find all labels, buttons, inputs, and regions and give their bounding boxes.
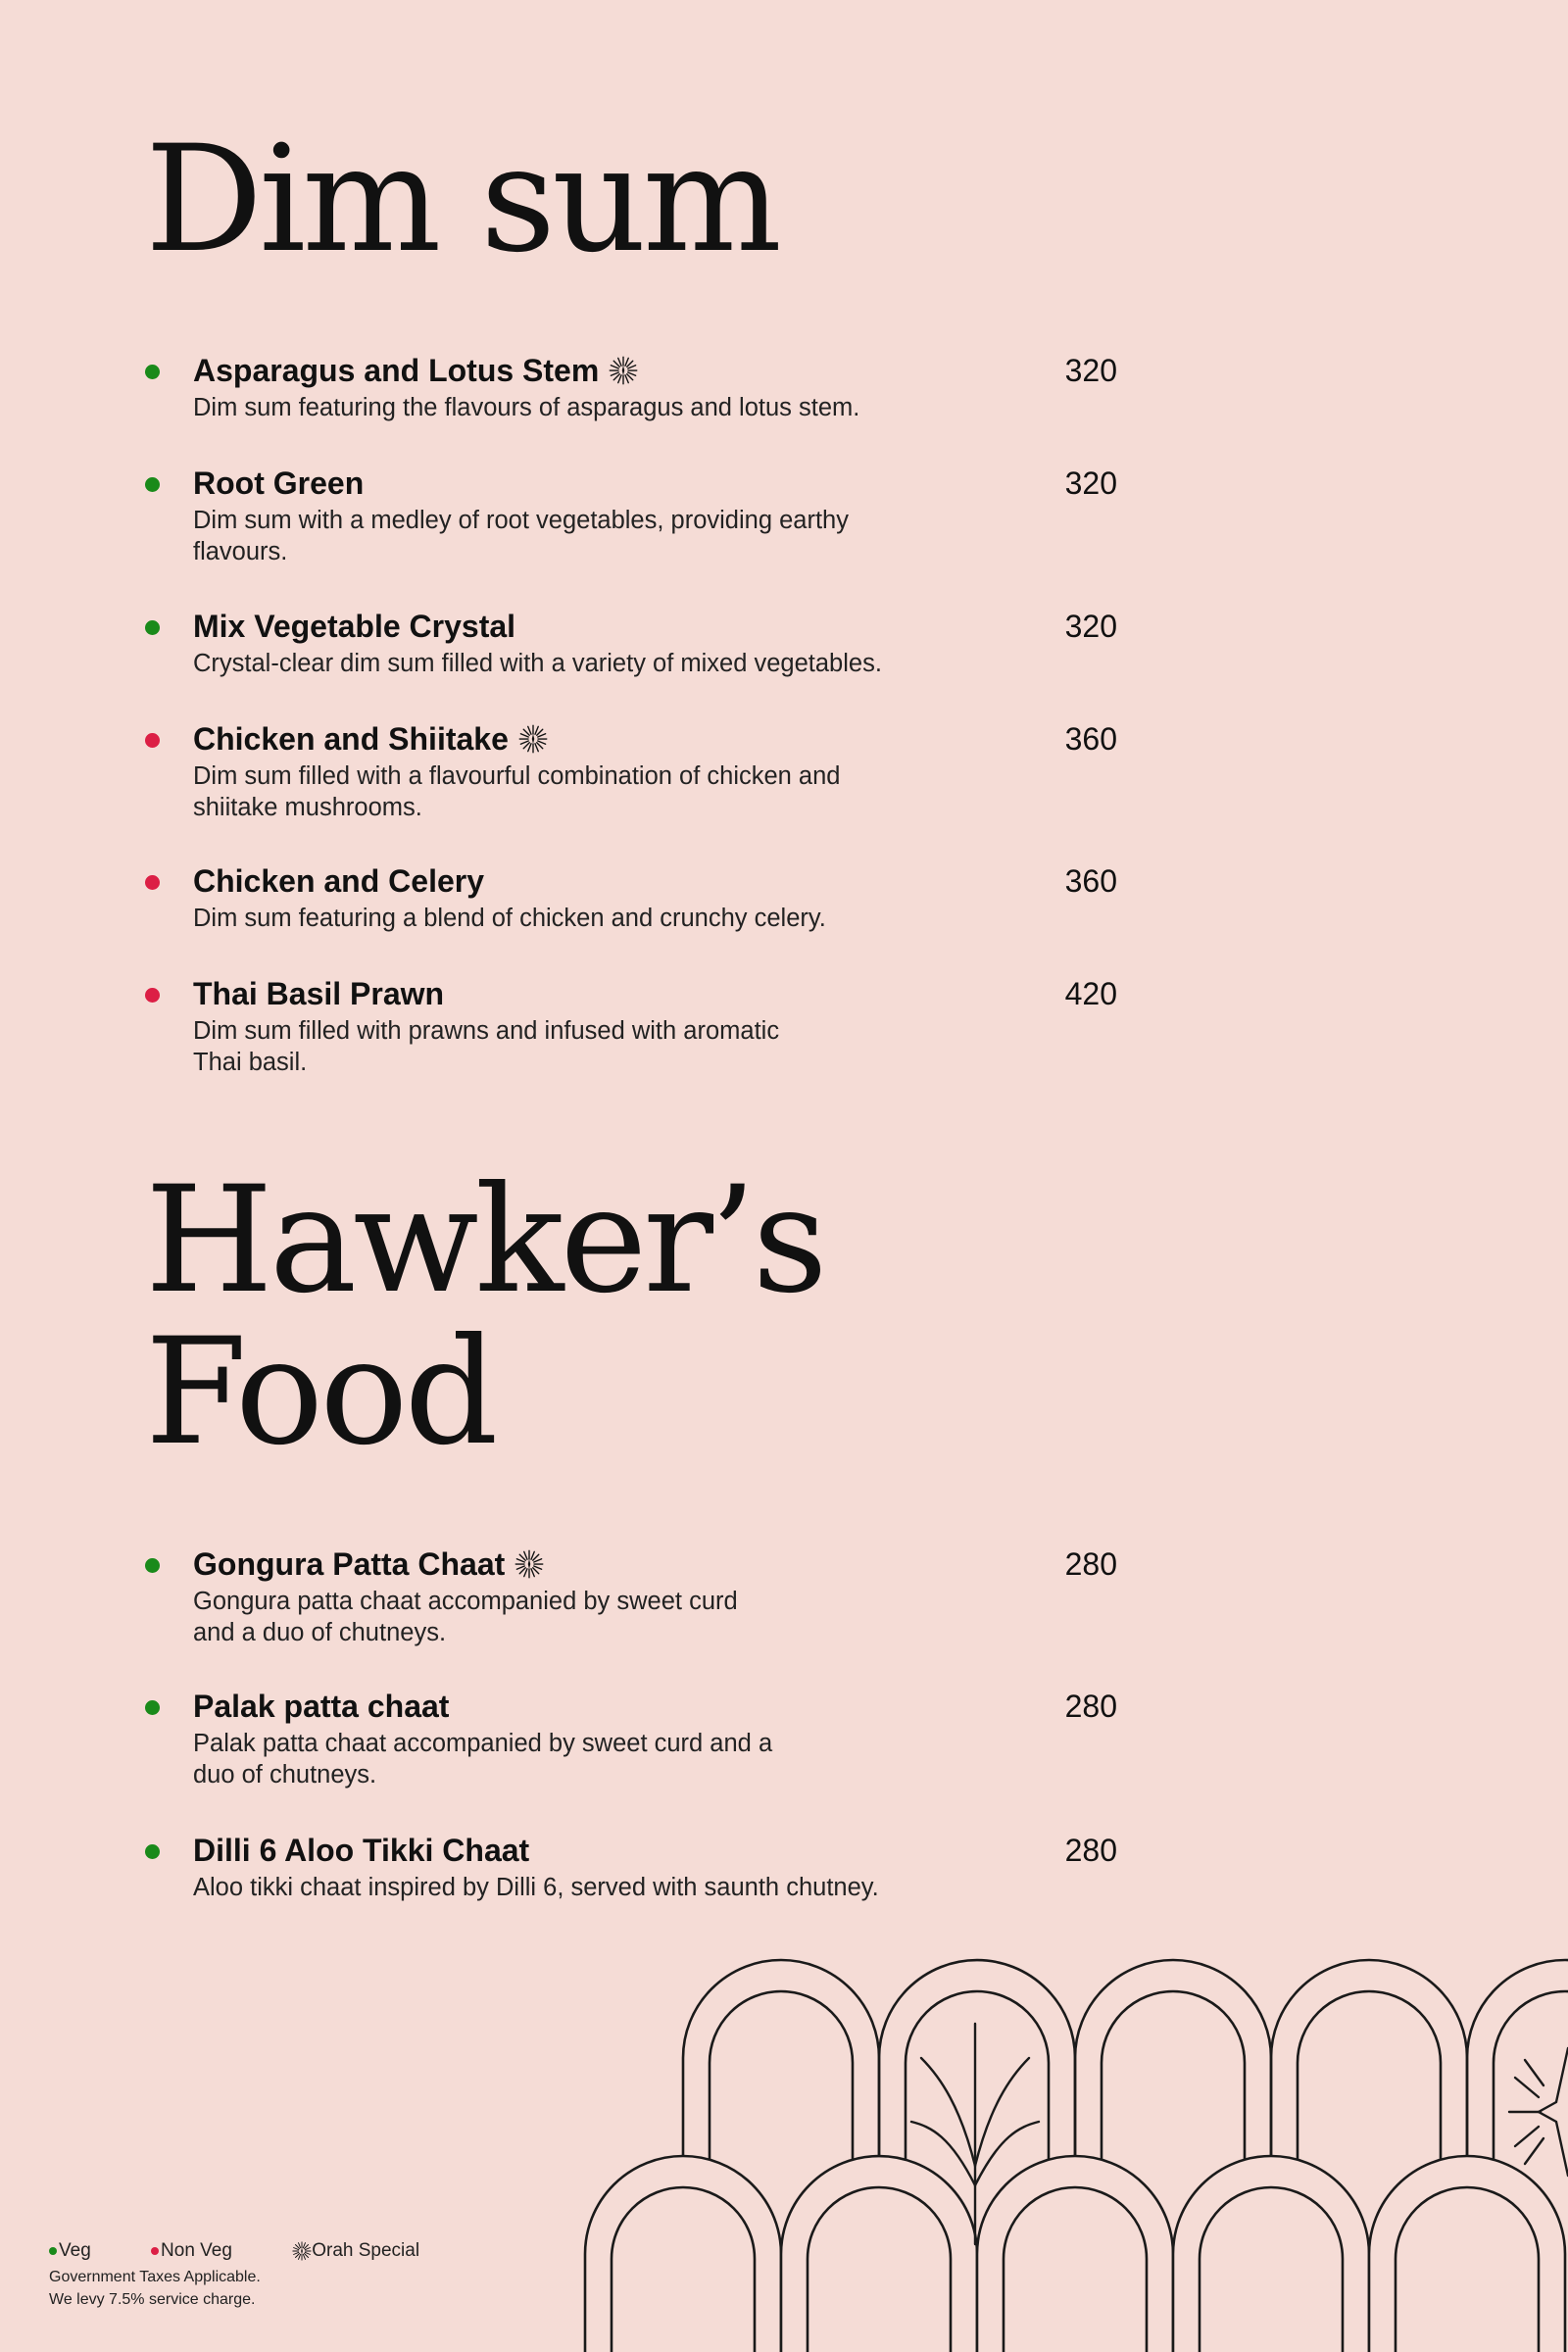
item-price: 280 [1064,1689,1117,1724]
legend-special-label: Orah Special [312,2240,420,2261]
item-price: 320 [1064,353,1117,388]
item-price: 320 [1064,466,1117,501]
item-name: Thai Basil Prawn [193,976,445,1011]
item-name: Palak patta chaat [193,1689,450,1724]
item-description: Dim sum featuring a blend of chicken and crunchy celery. [193,905,826,932]
item-name: Dilli 6 Aloo Tikki Chaat [193,1833,530,1868]
orah-special-icon [292,2241,312,2261]
service-note: We levy 7.5% service charge. [49,2291,256,2308]
item-price: 280 [1064,1546,1117,1582]
item-description: Aloo tikki chaat inspired by Dilli 6, served with saunth chutney. [193,1874,879,1901]
item-price: 360 [1064,863,1117,899]
legend [49,2240,419,2262]
item-price: 280 [1064,1833,1117,1868]
legend-veg-label: Veg [59,2240,91,2261]
item-description: Dim sum with a medley of root vegetables, providing earthy flavours. [193,507,849,565]
item-price: 420 [1064,976,1117,1011]
item-price: 320 [1064,609,1117,644]
dimsum-title: Dim sum [145,115,778,285]
item-name: Gongura Patta Chaat [193,1544,544,1584]
item-price: 360 [1064,721,1117,757]
nonveg-dot-icon [151,2247,159,2255]
item-name: Chicken and Shiitake [193,719,548,759]
veg-dot-icon [49,2247,57,2255]
item-description: Crystal-clear dim sum filled with a variety of mixed vegetables. [193,650,882,677]
item-description: Dim sum filled with prawns and infused with aromatic Thai basil. [193,1017,780,1076]
item-name: Root Green [193,466,365,501]
item-name: Mix Vegetable Crystal [193,609,516,644]
taxes-note: Government Taxes Applicable. [49,2269,261,2285]
item-name: Asparagus and Lotus Stem [193,351,638,390]
item-description: Gongura patta chaat accompanied by sweet curd and a duo of chutneys. [193,1588,738,1646]
hawkers-title-line2: Food [145,1307,495,1478]
item-name: Chicken and Celery [193,863,484,899]
hawkers-title-line1: Hawker’s [145,1155,824,1326]
item-description: Dim sum filled with a flavourful combination of chicken and shiitake mushrooms. [193,762,841,821]
legend-nonveg-label: Non Veg [161,2240,232,2261]
item-description: Dim sum featuring the flavours of asparagus and lotus stem. [193,394,860,421]
item-description: Palak patta chaat accompanied by sweet curd and a duo of chutneys. [193,1730,773,1788]
